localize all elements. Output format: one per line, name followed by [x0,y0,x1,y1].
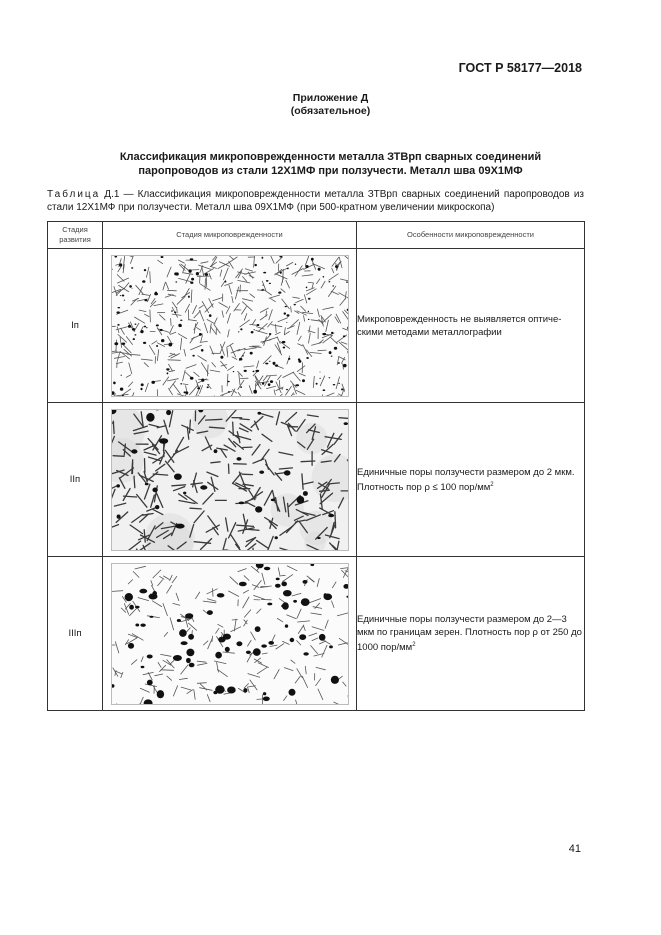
table-row [48,403,585,557]
table-row [48,249,585,403]
features-cell [357,249,585,403]
stage-cell: IIп [48,403,103,557]
micrograph-image-stage-1 [111,255,349,397]
heading-line-1: Классификация микроповрежденности металла ЗТВрп сварных соединений [119,151,542,163]
stage-cell: Iп [48,249,103,403]
classification-table [47,221,585,711]
table-caption-text: Д.1 — Классификация микроповрежденности металла ЗТВрп сварных соединений паропроводов из стали 12Х1МФ при ползучести. Металл шва 09Х1МФ (при 500-кратном увеличении микроскопа) [47,189,584,213]
micrograph-image-stage-2 [111,409,349,551]
table-caption-label: Таблица [47,189,101,200]
table-header-row [48,222,585,249]
features-cell [357,557,585,711]
header-features: Особенности микроповрежденности [357,222,585,249]
features-text: Единичные поры ползучести размером до 2 мкм. Плотность пор ρ ≤ 100 пор/мм [357,466,575,493]
document-code: ГОСТ Р 58177—2018 [458,61,582,75]
header-stage-line-2: развития [59,235,91,244]
micrograph-cell [103,403,357,557]
table-caption [47,188,584,214]
micrograph-cell [103,249,357,403]
stage-cell: IIIп [48,557,103,711]
features-text: Единичные поры ползучести размером до 2—3 мкм по границам зерен. Плотность пор ρ от 250 до 1000 пор/мм [357,614,582,653]
micrograph-cell [103,557,357,711]
header-image: Стадия микроповрежденности [103,222,357,249]
micrograph-image-stage-3 [111,563,349,705]
features-text: Микроповрежденность не выявляется оптиче-скими методами металлографии [357,313,562,338]
section-heading [0,150,661,178]
appendix-heading [0,92,661,118]
appendix-title: Приложение Д [292,92,369,104]
header-stage-line-1: Стадия [62,225,88,234]
header-stage [48,222,103,249]
features-cell [357,403,585,557]
features-superscript: 2 [490,481,494,488]
features-superscript: 2 [412,642,416,648]
page-number: 41 [568,843,581,855]
heading-line-2: паропроводов из стали 12Х1МФ при ползучести. Металл шва 09Х1МФ [138,165,523,177]
appendix-status: (обязательное) [290,105,371,117]
table-row [48,557,585,711]
